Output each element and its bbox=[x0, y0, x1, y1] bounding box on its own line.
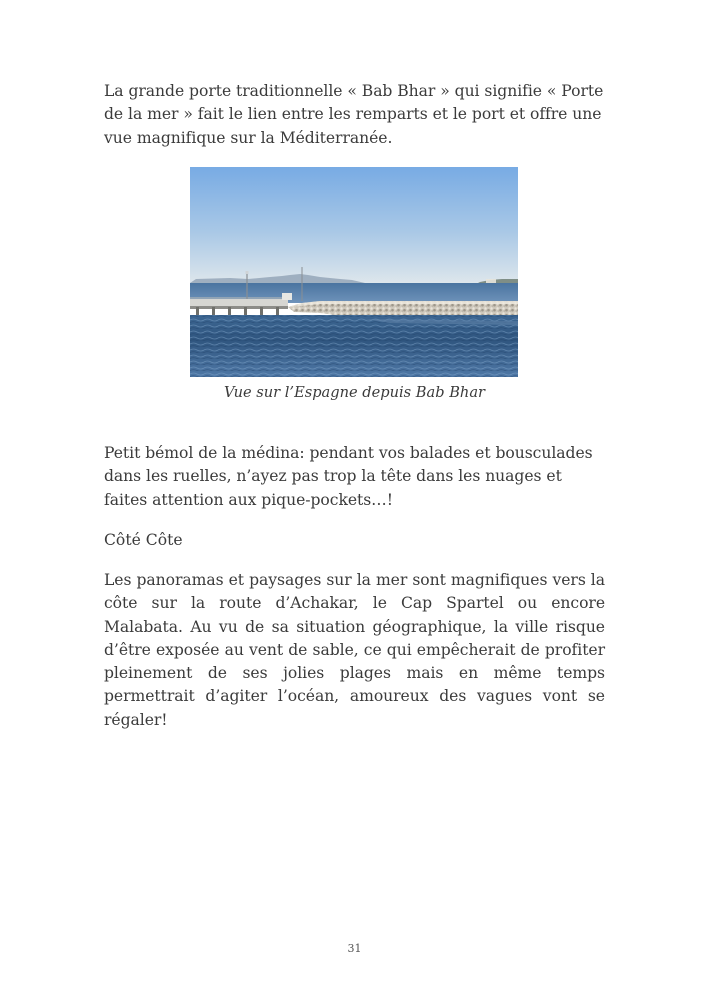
section-heading: Côté Côte bbox=[104, 531, 183, 549]
paragraph-panoramas: Les panoramas et paysages sur la mer sont magnifiques vers la côte sur la route d’Achakar, le Cap Spartel ou encore Malabata. Au vu de sa situation géographique, la ville risque d’être exposée au vent de sable, ce qui empêcherait de profiter pleinement de ses jolies plages mais en même temps permettrait d’agiter l’océan, amoureux des vagues vont se régaler! bbox=[104, 571, 605, 729]
photo-illustration bbox=[190, 167, 518, 377]
photo-sea-view bbox=[190, 167, 518, 377]
paragraph-bab-bhar: La grande porte traditionnelle « Bab Bhar » qui signifie « Porte de la mer » fait le lien entre les remparts et le port et offre une vue magnifique sur la Méditerranée. bbox=[104, 82, 604, 147]
page-number: 31 bbox=[347, 942, 362, 955]
figure-caption: Vue sur l’Espagne depuis Bab Bhar bbox=[223, 384, 485, 401]
paragraph-pickpockets: Petit bémol de la médina: pendant vos balades et bousculades dans les ruelles, n’ayez pas trop la tête dans les nuages et faites attention aux pique-pockets…! bbox=[104, 444, 593, 509]
